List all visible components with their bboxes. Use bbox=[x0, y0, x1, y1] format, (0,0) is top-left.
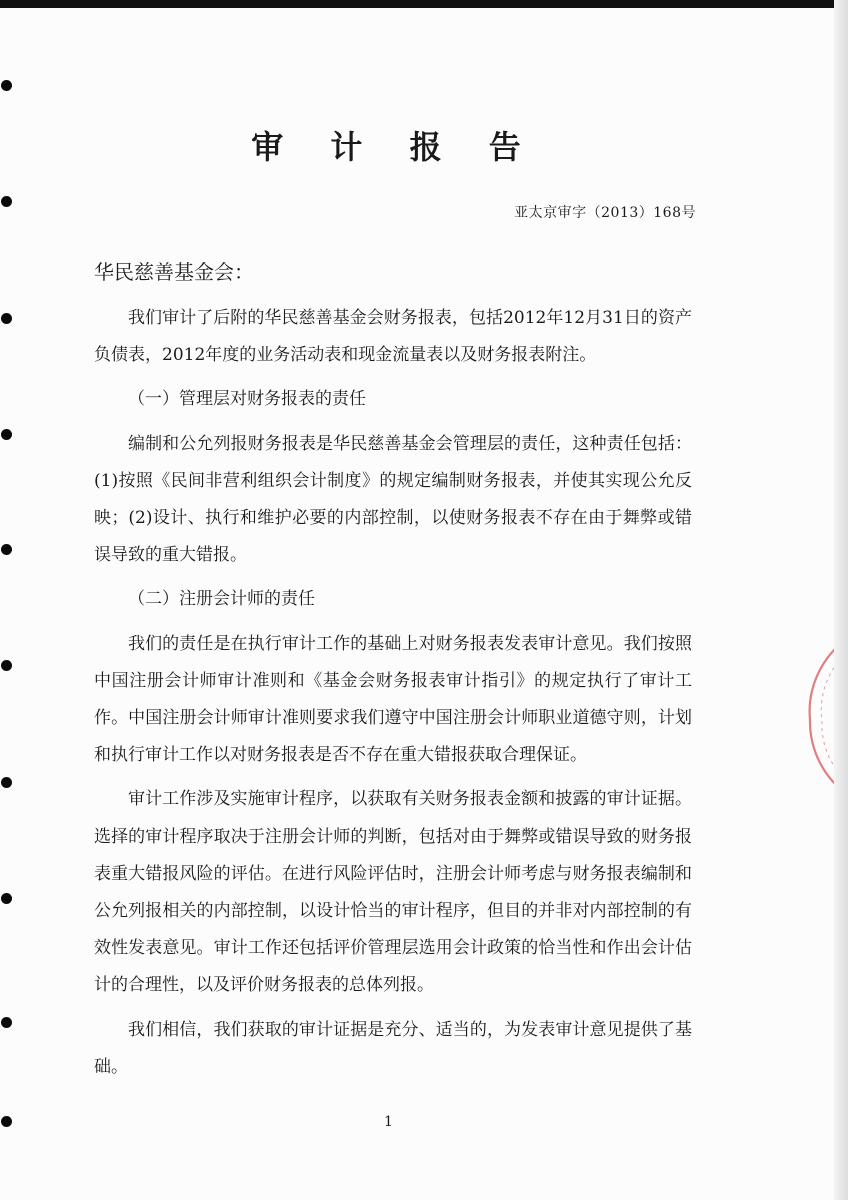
report-title: 审 计 报 告 bbox=[251, 128, 539, 166]
scan-edge-top bbox=[0, 0, 848, 8]
document-number: 亚太京审字（2013）168号 bbox=[514, 205, 696, 221]
binding-hole bbox=[1, 429, 12, 440]
binding-hole bbox=[1, 313, 12, 324]
scan-edge-right bbox=[834, 0, 848, 1200]
binding-hole bbox=[1, 777, 12, 788]
report-body bbox=[94, 300, 692, 1086]
binding-hole bbox=[1, 544, 12, 555]
binding-hole bbox=[1, 660, 12, 671]
binding-hole bbox=[1, 1116, 12, 1127]
paragraph-intro: 我们审计了后附的华民慈善基金会财务报表，包括2012年12月31日的资产负债表，2012年度的业务活动表和现金流量表以及财务报表附注。 bbox=[94, 308, 692, 366]
addressee: 华民慈善基金会： bbox=[94, 260, 254, 284]
binding-hole bbox=[1, 1017, 12, 1028]
binding-hole bbox=[1, 893, 12, 904]
section-heading-management: （一）管理层对财务报表的责任 bbox=[128, 389, 366, 410]
binding-hole bbox=[1, 196, 12, 207]
paragraph-audit-evidence: 我们相信，我们获取的审计证据是充分、适当的，为发表审计意见提供了基础。 bbox=[94, 1019, 692, 1077]
section-heading-cpa: （二）注册会计师的责任 bbox=[128, 589, 315, 610]
page-number: 1 bbox=[384, 1114, 393, 1130]
binding-hole bbox=[1, 80, 12, 91]
paragraph-cpa-responsibility: 我们的责任是在执行审计工作的基础上对财务报表发表审计意见。我们按照中国注册会计师审计准则和《基金会财务报表审计指引》的规定执行了审计工作。中国注册会计师审计准则要求我们遵守中国注册会计师职业道德守则，计划和执行审计工作以对财务报表是否不存在重大错报获取合理保证。 bbox=[94, 633, 692, 766]
paragraph-management-responsibility: 编制和公允列报财务报表是华民慈善基金会管理层的责任，这种责任包括：(1)按照《民间非营利组织会计制度》的规定编制财务报表，并使其实现公允反映；(2)设计、执行和维护必要的内部控制，以使财务报表不存在由于舞弊或错误导致的重大错报。 bbox=[94, 433, 692, 566]
paragraph-audit-procedures: 审计工作涉及实施审计程序，以获取有关财务报表金额和披露的审计证据。选择的审计程序取决于注册会计师的判断，包括对由于舞弊或错误导致的财务报表重大错报风险的评估。在进行风险评估时，注册会计师考虑与财务报表编制和公允列报相关的内部控制，以设计恰当的审计程序，但目的并非对内部控制的有效性发表意见。审计工作还包括评价管理层选用会计政策的恰当性和作出会计估计的合理性，以及评价财务报表的总体列报。 bbox=[94, 789, 692, 996]
